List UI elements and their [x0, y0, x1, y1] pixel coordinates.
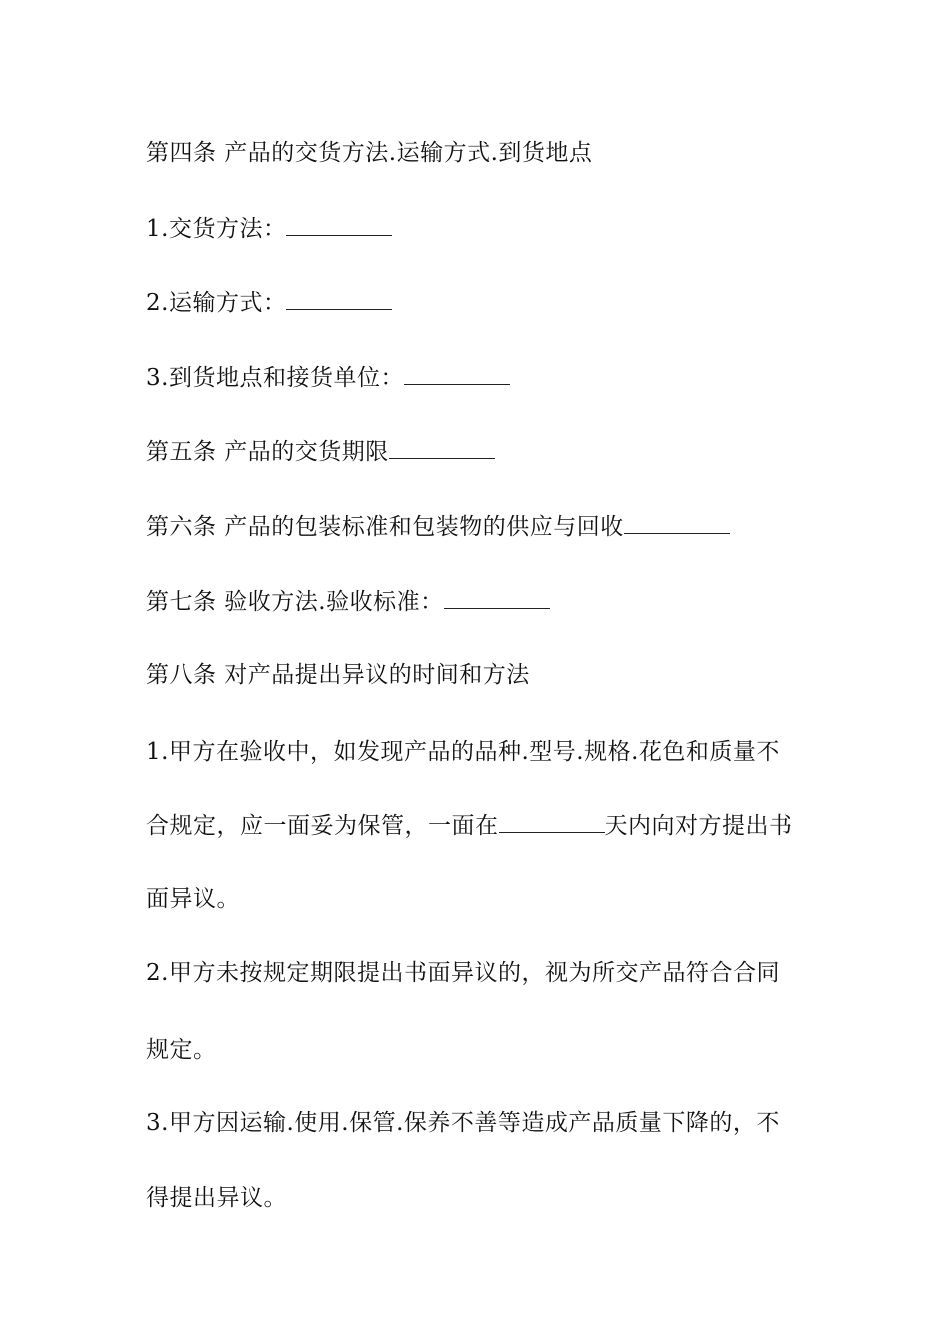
- delivery-method-line: 1.交货方法：: [146, 213, 816, 244]
- clause-8-3-line-2: 得提出异议。: [146, 1185, 287, 1211]
- clause-8-1-line-2: 合规定，应一面妥为保管，一面在 天内向对方提出书: [146, 810, 816, 841]
- clause-8-2-line-1: 2.甲方未按规定期限提出书面异议的，视为所交产品符合合同: [146, 960, 780, 986]
- article-8-heading: 第八条 对产品提出异议的时间和方法: [146, 662, 530, 688]
- transport-method-line: 2.运输方式：: [146, 287, 816, 318]
- blank-field: [404, 362, 510, 385]
- clause-8-1-line-3: 面异议。: [146, 886, 240, 912]
- blank-field: [499, 810, 605, 833]
- article-5-heading: 第五条 产品的交货期限: [146, 436, 816, 467]
- article-4-heading: 第四条 产品的交货方法.运输方式.到货地点: [146, 140, 593, 166]
- clause-8-2-line-2: 规定。: [146, 1037, 217, 1063]
- blank-field: [624, 511, 730, 534]
- clause-8-1-line-1: 1.甲方在验收中，如发现产品的品种.型号.规格.花色和质量不: [146, 739, 780, 765]
- blank-field: [286, 287, 392, 310]
- destination-line: 3.到货地点和接货单位：: [146, 362, 816, 393]
- blank-field: [444, 586, 550, 609]
- article-6-heading: 第六条 产品的包装标准和包装物的供应与回收: [146, 511, 816, 542]
- clause-8-3-line-1: 3.甲方因运输.使用.保管.保养不善等造成产品质量下降的，不: [146, 1110, 780, 1136]
- blank-field: [286, 213, 392, 236]
- article-7-heading: 第七条 验收方法.验收标准：: [146, 586, 816, 617]
- blank-field: [389, 436, 495, 459]
